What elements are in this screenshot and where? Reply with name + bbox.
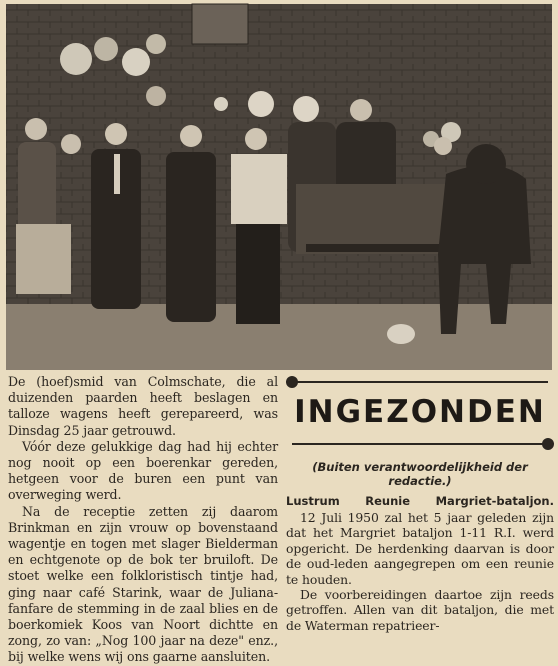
section-headline: INGEZONDEN <box>294 394 546 430</box>
dot-ornament-icon <box>286 376 298 388</box>
news-photo <box>6 4 552 370</box>
article-paragraph: De voorbereidingen daartoe zijn reeds getroffen. Allen van dit bataljon, die met de Waterman repatrieer- <box>286 587 554 633</box>
caption-paragraph: Na de receptie zetten zij daarom Brinkman en zijn vrouw op bovenstaand wagentje en togen met slager Bielderman en echtgenote op de bok ter bruiloft. De stoet welke een folkloristisch tintje had, ging naar café Starink, waar de Juliana-fanfare de stemming in de zaal blies en de boerkomiek Koos van Noort dichtte en zong, zo van: „Nog 100 jaar na deze" enz., bij welke wens wij ons gaarne aansluiten. <box>8 503 278 665</box>
article-title <box>286 494 554 508</box>
caption-paragraph: De (hoef)smid van Colmschate, die al duizenden paarden heeft beslagen en talloze wagens heeft gerepareerd, was Dinsdag 25 jaar getrouwd. <box>8 374 278 438</box>
letters-section <box>286 374 554 636</box>
article-title-word: Margriet-bataljon. <box>435 494 554 508</box>
caption-paragraph: Vóór deze gelukkige dag had hij echter nog nooit op een boerenkar gereden, hetgeen voor de buren een punt van overweging werd. <box>8 438 278 503</box>
ornament-rule-bottom <box>286 436 554 452</box>
photo-caption <box>8 374 278 665</box>
window <box>192 4 248 44</box>
article-paragraph: 12 Juli 1950 zal het 5 jaar geleden zijn dat het Margriet bataljon 1-11 R.I. werd opgericht. De herdenking daarvan is door de oud-leden aangegrepen om een reunie te houden. <box>286 510 554 587</box>
article-title-word: Lustrum <box>286 494 340 508</box>
article-title-word: Reunie <box>365 494 411 508</box>
wedding-procession-photo <box>6 4 552 370</box>
dot-ornament-icon <box>542 438 554 450</box>
editorial-disclaimer: (Buiten verantwoordelijkheid der redactie.) <box>312 460 528 488</box>
ornament-rule-top <box>286 374 554 390</box>
